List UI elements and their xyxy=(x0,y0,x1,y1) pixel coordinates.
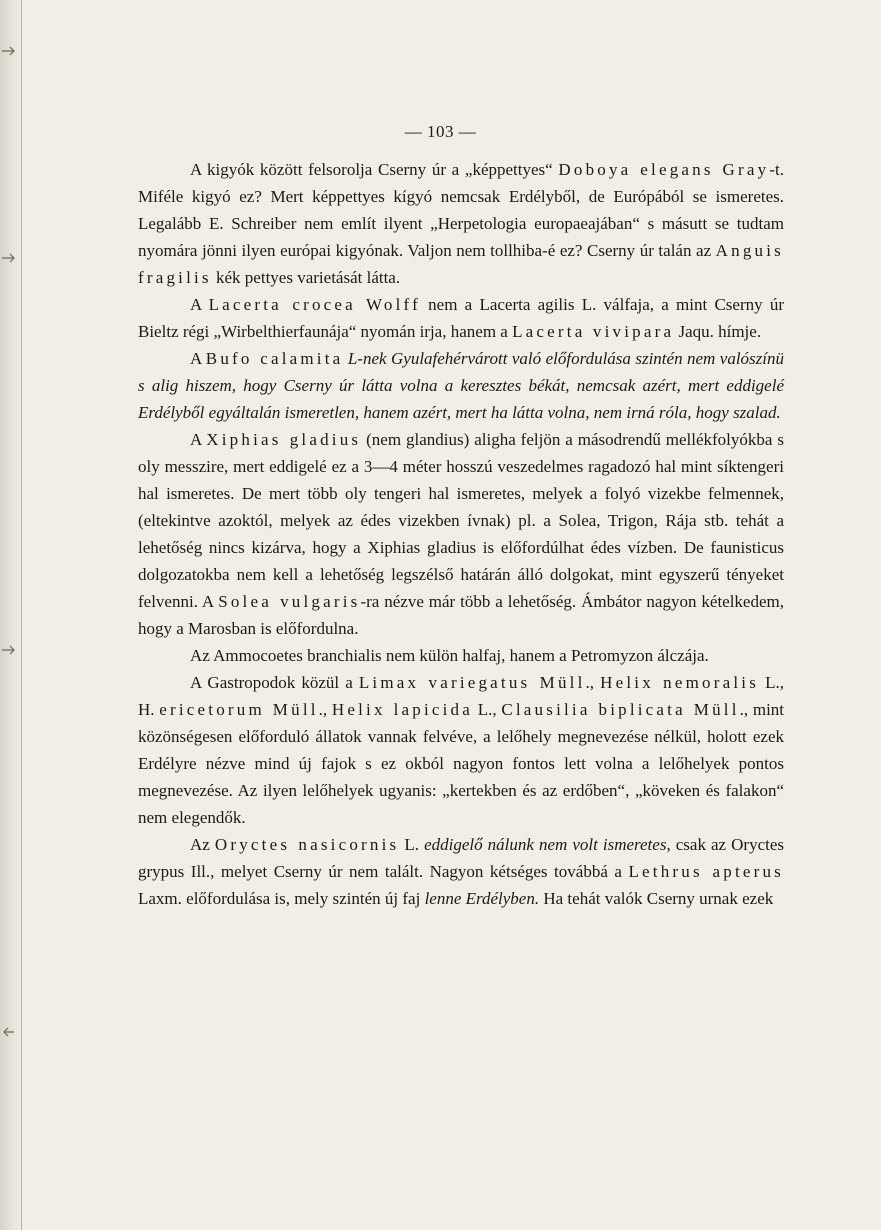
paragraph xyxy=(138,831,784,912)
text-run: lenne Erdélyben. xyxy=(424,889,540,908)
taxon-name: Clausilia biplicata Müll xyxy=(501,700,740,719)
paragraph xyxy=(138,426,784,642)
taxon-name: Lacerta vivipara xyxy=(512,322,675,341)
taxon-name: Xiphias gladius xyxy=(206,430,362,449)
text-run: Ha tehát valók Cserny urnak ezek xyxy=(539,889,774,908)
margin-mark xyxy=(2,46,16,56)
text-run: nem a Lacerta agilis L. válfaja, a mint Cserny úr Bieltz régi „Wirbelthierfaunája“ nyomán irja, hanem a xyxy=(138,295,784,341)
text-run: , csak az Oryctes grypus Ill., melyet Cserny úr nem talált. Nagyon kétséges továbbá a xyxy=(138,835,785,881)
paragraph xyxy=(138,669,784,831)
text-run: ., mint közönségesen előforduló állatok vannak felvéve, a lelőhely megnevezése nélkül, holott ezek Erdélyre nézve mind új fajok s ez okból nagyon fontos lett volna a lelőhelyek pontos megnevezése. Az ilyen lelőhelyek ugyanis: „kertekben és az erdőben“, „köveken és falakon“ nem elegendők. xyxy=(138,700,785,827)
taxon-name: Limax variegatus Müll xyxy=(358,673,586,692)
paragraph xyxy=(138,642,784,669)
margin-mark xyxy=(2,645,16,655)
taxon-name: Lacerta crocea Wolff xyxy=(208,295,421,314)
paragraph xyxy=(138,291,784,345)
taxon-name: Helix lapicida xyxy=(331,700,474,719)
text-run: -ra nézve már több a lehetőség. Ámbátor nagyon kételkedem, hogy a Marosban is előfordulna. xyxy=(138,592,784,638)
text-run: L., H. xyxy=(138,673,785,719)
text-run: A xyxy=(190,349,206,368)
text-run: Jaqu. hímje. xyxy=(674,322,762,341)
text-run: Laxm. előfordulása is, mely szintén új faj xyxy=(138,889,425,908)
text-run: A xyxy=(190,295,209,314)
taxon-name: Bufo calamita xyxy=(205,349,344,368)
text-run: ., xyxy=(585,673,601,692)
text-run: -t. Miféle kigyó ez? Mert képpettyes kígyó nemcsak Erdélyből, de Európából se ismeretes. Legalább E. Schreiber nem említ ilyent „Herpetologia europaeajában“ s másutt se tudtam nyomára jönni ilyen európai kigyónak. Valjon nem tollhiba-é ez? Cserny úr talán az xyxy=(138,160,784,260)
taxon-name: Oryctes nasicornis xyxy=(214,835,400,854)
taxon-name: Doboya elegans Gray xyxy=(558,160,770,179)
text-run: L. xyxy=(399,835,425,854)
text-run: Az Ammocoetes branchialis nem külön halfaj, hanem a Petromyzon álczája. xyxy=(190,646,709,665)
paragraph xyxy=(138,156,784,291)
margin-mark xyxy=(2,1027,16,1037)
taxon-name: Lethrus apterus xyxy=(628,862,784,881)
binding-line xyxy=(21,0,22,1230)
taxon-name: Helix nemoralis xyxy=(600,673,760,692)
taxon-name: Solea vulgaris xyxy=(218,592,361,611)
text-run: A xyxy=(190,430,207,449)
margin-mark xyxy=(2,253,16,263)
text-run: A kigyók között felsorolja Cserny úr a „képpettyes“ xyxy=(190,160,559,179)
taxon-name: ericetorum Müll xyxy=(159,700,319,719)
text-run: ., xyxy=(318,700,332,719)
text-run: (nem glandius) aligha feljön a másodrendű mellékfolyókba s oly messzire, mert eddigelé ez a 3—4 méter hosszú veszedelmes ragadozó hal mint síktengeri hal ismeretes. De mert több oly tengeri hal ismeretes, melyek a folyó vizekbe felmennek, (eltekintve azoktól, melyek az édes vizekben ívnak) pl. a Solea, Trigon, Rája stb. tehát a lehetőség nincs kizárva, hogy a Xiphias gladius is előfordúlhat édes vízben. De faunisticus dolgozatokba nem kell a lehetőség legszélső határán álló dolgokat, mint egyszerű tényeket felvenni. A xyxy=(138,430,784,611)
text-run: kék pettyes varietását látta. xyxy=(211,268,401,287)
paragraph xyxy=(138,345,784,426)
body-text xyxy=(138,156,784,912)
text-run: L., xyxy=(473,700,502,719)
text-run: A Gastropodok közül a xyxy=(190,673,359,692)
text-run: eddigelő nálunk nem volt ismeretes xyxy=(424,835,667,854)
text-run: L-nek Gyulafehérvárott való előfordulása szintén nem valószínü s alig hiszem, hogy Cserny úr látta volna a keresztes békát, nemcsak azért, mert eddigelé Erdélyből egyáltalán ismeretlen, hanem azért, mert ha látta volna, nem irná róla, hogy szalad. xyxy=(138,349,784,422)
text-run: Az xyxy=(190,835,215,854)
taxon-name: Anguis fragilis xyxy=(138,241,784,287)
page-number: — 103 — xyxy=(404,122,477,141)
